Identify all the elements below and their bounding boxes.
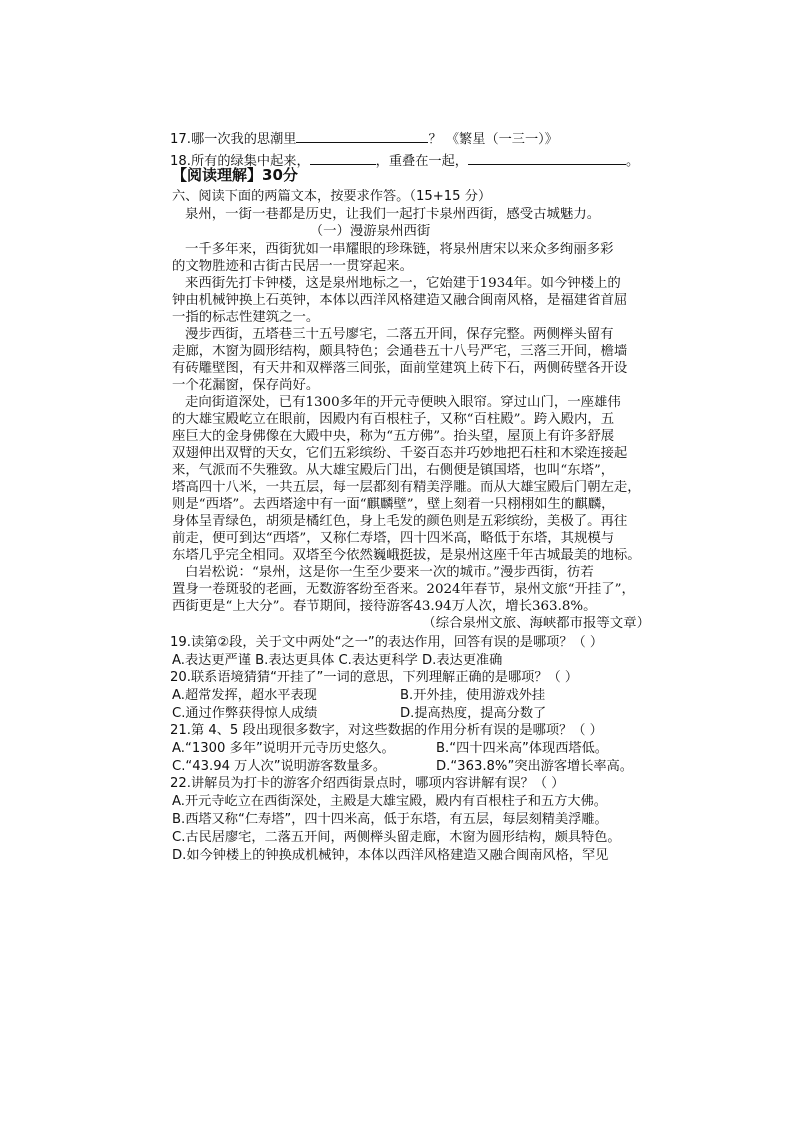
passage-line: 走廊，木窗为圆形结构，颇具特色；会通巷五十八号严宅，三落三开间，檐墙 [172, 344, 628, 359]
section-title: 【阅读理解】30分 [172, 167, 298, 183]
q21-option-d[interactable]: D.“363.8%”突出游客增长率高。 [436, 759, 633, 774]
passage-line: 东塔几乎完全相同。双塔至今依然巍峨挺拔，是泉州这座千年古城最美的地标。 [172, 548, 641, 563]
question-22: 22.讲解员为打卡的游客介绍西街景点时，哪项内容讲解有误？（ ） [170, 776, 565, 791]
q20-option-a[interactable]: A.超常发挥，超水平表现 [172, 688, 317, 703]
passage-line: 的大雄宝殿屹立在眼前，因殿内有百根柱子，又称“百柱殿”。跨入殿内，五 [172, 412, 615, 427]
q18-answer-blank-2[interactable] [468, 152, 626, 165]
q17-text: 17.哪一次我的思潮里 [170, 132, 297, 147]
passage-line: 走向街道深处，已有1300多年的开元寺便映入眼帘。穿过山门，一座雄伟 [185, 395, 621, 410]
passage-line: 的文物胜迹和古街古民居一一贯穿起来。 [172, 259, 414, 274]
q22-option-c[interactable]: C.古民居廖宅，二落五开间，两侧榉头留走廊，木窗为圆形结构，颇具特色。 [172, 830, 621, 845]
passage-line: 来，气派而不失雅致。从大雄宝殿后门出，右侧便是镇国塔，也叫“东塔”， [172, 463, 615, 478]
q17-source: ？ 《繁星（一三一）》 [428, 132, 558, 147]
q18-text: 18.所有的绿集中起来， [170, 154, 310, 169]
passage-subtitle: （一）漫游泉州西街 [309, 224, 431, 239]
passage-line: 则是“西塔”。去西塔途中有一面“麒麟壁”，壁上刻着一只栩栩如生的麒麟， [172, 497, 615, 512]
passage-line: 前走，便可到达“西塔”，又称仁寿塔，四十四米高，略低于东塔，其规模与 [172, 531, 615, 546]
q22-option-d[interactable]: D.如今钟楼上的钟换成机械钟，本体以西洋风格建造又融合闽南风格，罕见 [172, 848, 609, 863]
q18-answer-blank-1[interactable] [310, 152, 376, 165]
question-17 [170, 130, 640, 148]
part6-intro: 泉州，一街一巷都是历史，让我们一起打卡泉州西街，感受古城魅力。 [185, 207, 601, 222]
passage-line: 一千多年来，西街犹如一串耀眼的珍珠链，将泉州唐宋以来众多绚丽多彩 [185, 242, 614, 257]
passage-line: 置身一卷斑驳的老画，无数游客纷至沓来。2024年春节，泉州文旅“开挂了”， [172, 582, 635, 597]
passage-line: 身体呈青绿色，胡须是橘红色，身上毛发的颜色则是五彩缤纷，美极了。再往 [172, 514, 628, 529]
q21-option-c[interactable]: C.“43.94 万人次”说明游客数量多。 [172, 759, 387, 774]
part6-heading: 六、阅读下面的两篇文本，按要求作答。（15+15 分） [172, 189, 492, 204]
passage-line: 西街更是“上大分”。春节期间，接待游客43.94万人次，增长363.8%。 [172, 599, 597, 614]
question-21: 21.第 4、5 段出现很多数字，对这些数据的作用分析有误的是哪项？（ ） [170, 723, 603, 738]
passage-line: 钟由机械钟换上石英钟，本体以西洋风格建造又融合闽南风格，是福建省首屈 [172, 293, 628, 308]
passage-line: 有砖雕壁图，有天井和双榉落三间张，面前堂建筑上砖下石，两侧砖壁各开设 [172, 361, 628, 376]
q20-option-b[interactable]: B.开外挂，使用游戏外挂 [400, 688, 546, 703]
q18-mid-text: ，重叠在一起， [375, 154, 468, 169]
passage-line: 白岩松说：“泉州，这是你一生至少要来一次的城市。”漫步西街，彷若 [185, 565, 594, 580]
q21-option-b[interactable]: B.“四十四米高”体现西塔低。 [436, 741, 608, 756]
passage-line: 漫步西街，五塔巷三十五号廖宅，二落五开间，保存完整。两侧榉头留有 [185, 327, 614, 342]
q20-option-d[interactable]: D.提高热度，提高分数了 [400, 706, 547, 721]
passage-line: 座巨大的金身佛像在大殿中央，称为“五方佛”。抬头望，屋顶上有许多舒展 [172, 429, 615, 444]
question-19: 19.读第②段，关于文中两处“之一”的表达作用，回答有误的是哪项？（ ） [170, 635, 604, 650]
q22-option-b[interactable]: B.西塔又称“仁寿塔”，四十四米高，低于东塔，有五层，每层刻精美浮雕。 [172, 812, 608, 827]
q18-end: 。 [625, 154, 640, 169]
question-20: 20.联系语境猜猜“开挂了”一词的意思，下列理解正确的是哪项？（ ） [170, 670, 579, 685]
q19-options[interactable]: A.表达更严谨 B.表达更具体 C.表达更科学 D.表达更准确 [172, 653, 503, 668]
q20-option-c[interactable]: C.通过作弊获得惊人成绩 [172, 706, 318, 721]
q21-option-a[interactable]: A.“1300 多年”说明开元寺历史悠久。 [172, 741, 395, 756]
q17-answer-blank[interactable] [296, 130, 428, 143]
passage-line: 一指的标志性建筑之一。 [172, 310, 320, 325]
passage-line: 一个花漏窗，保存尚好。 [172, 378, 320, 393]
passage-line: 塔高四十八米，一共五层，每一层都刻有精美浮雕。而从大雄宝殿后门朝左走， [172, 480, 641, 495]
q22-option-a[interactable]: A.开元寺屹立在西街深处，主殿是大雄宝殿，殿内有百根柱子和五方大佛。 [172, 794, 607, 809]
passage-line: 双翅伸出双臂的天女，它们五彩缤纷、千姿百态并巧妙地把石柱和木梁连接起 [172, 446, 628, 461]
passage-source: （综合泉州文旅、海峡都市报等文章） [422, 616, 650, 631]
passage-line: 来西街先打卡钟楼，这是泉州地标之一，它始建于1934年。如今钟楼上的 [185, 276, 621, 291]
